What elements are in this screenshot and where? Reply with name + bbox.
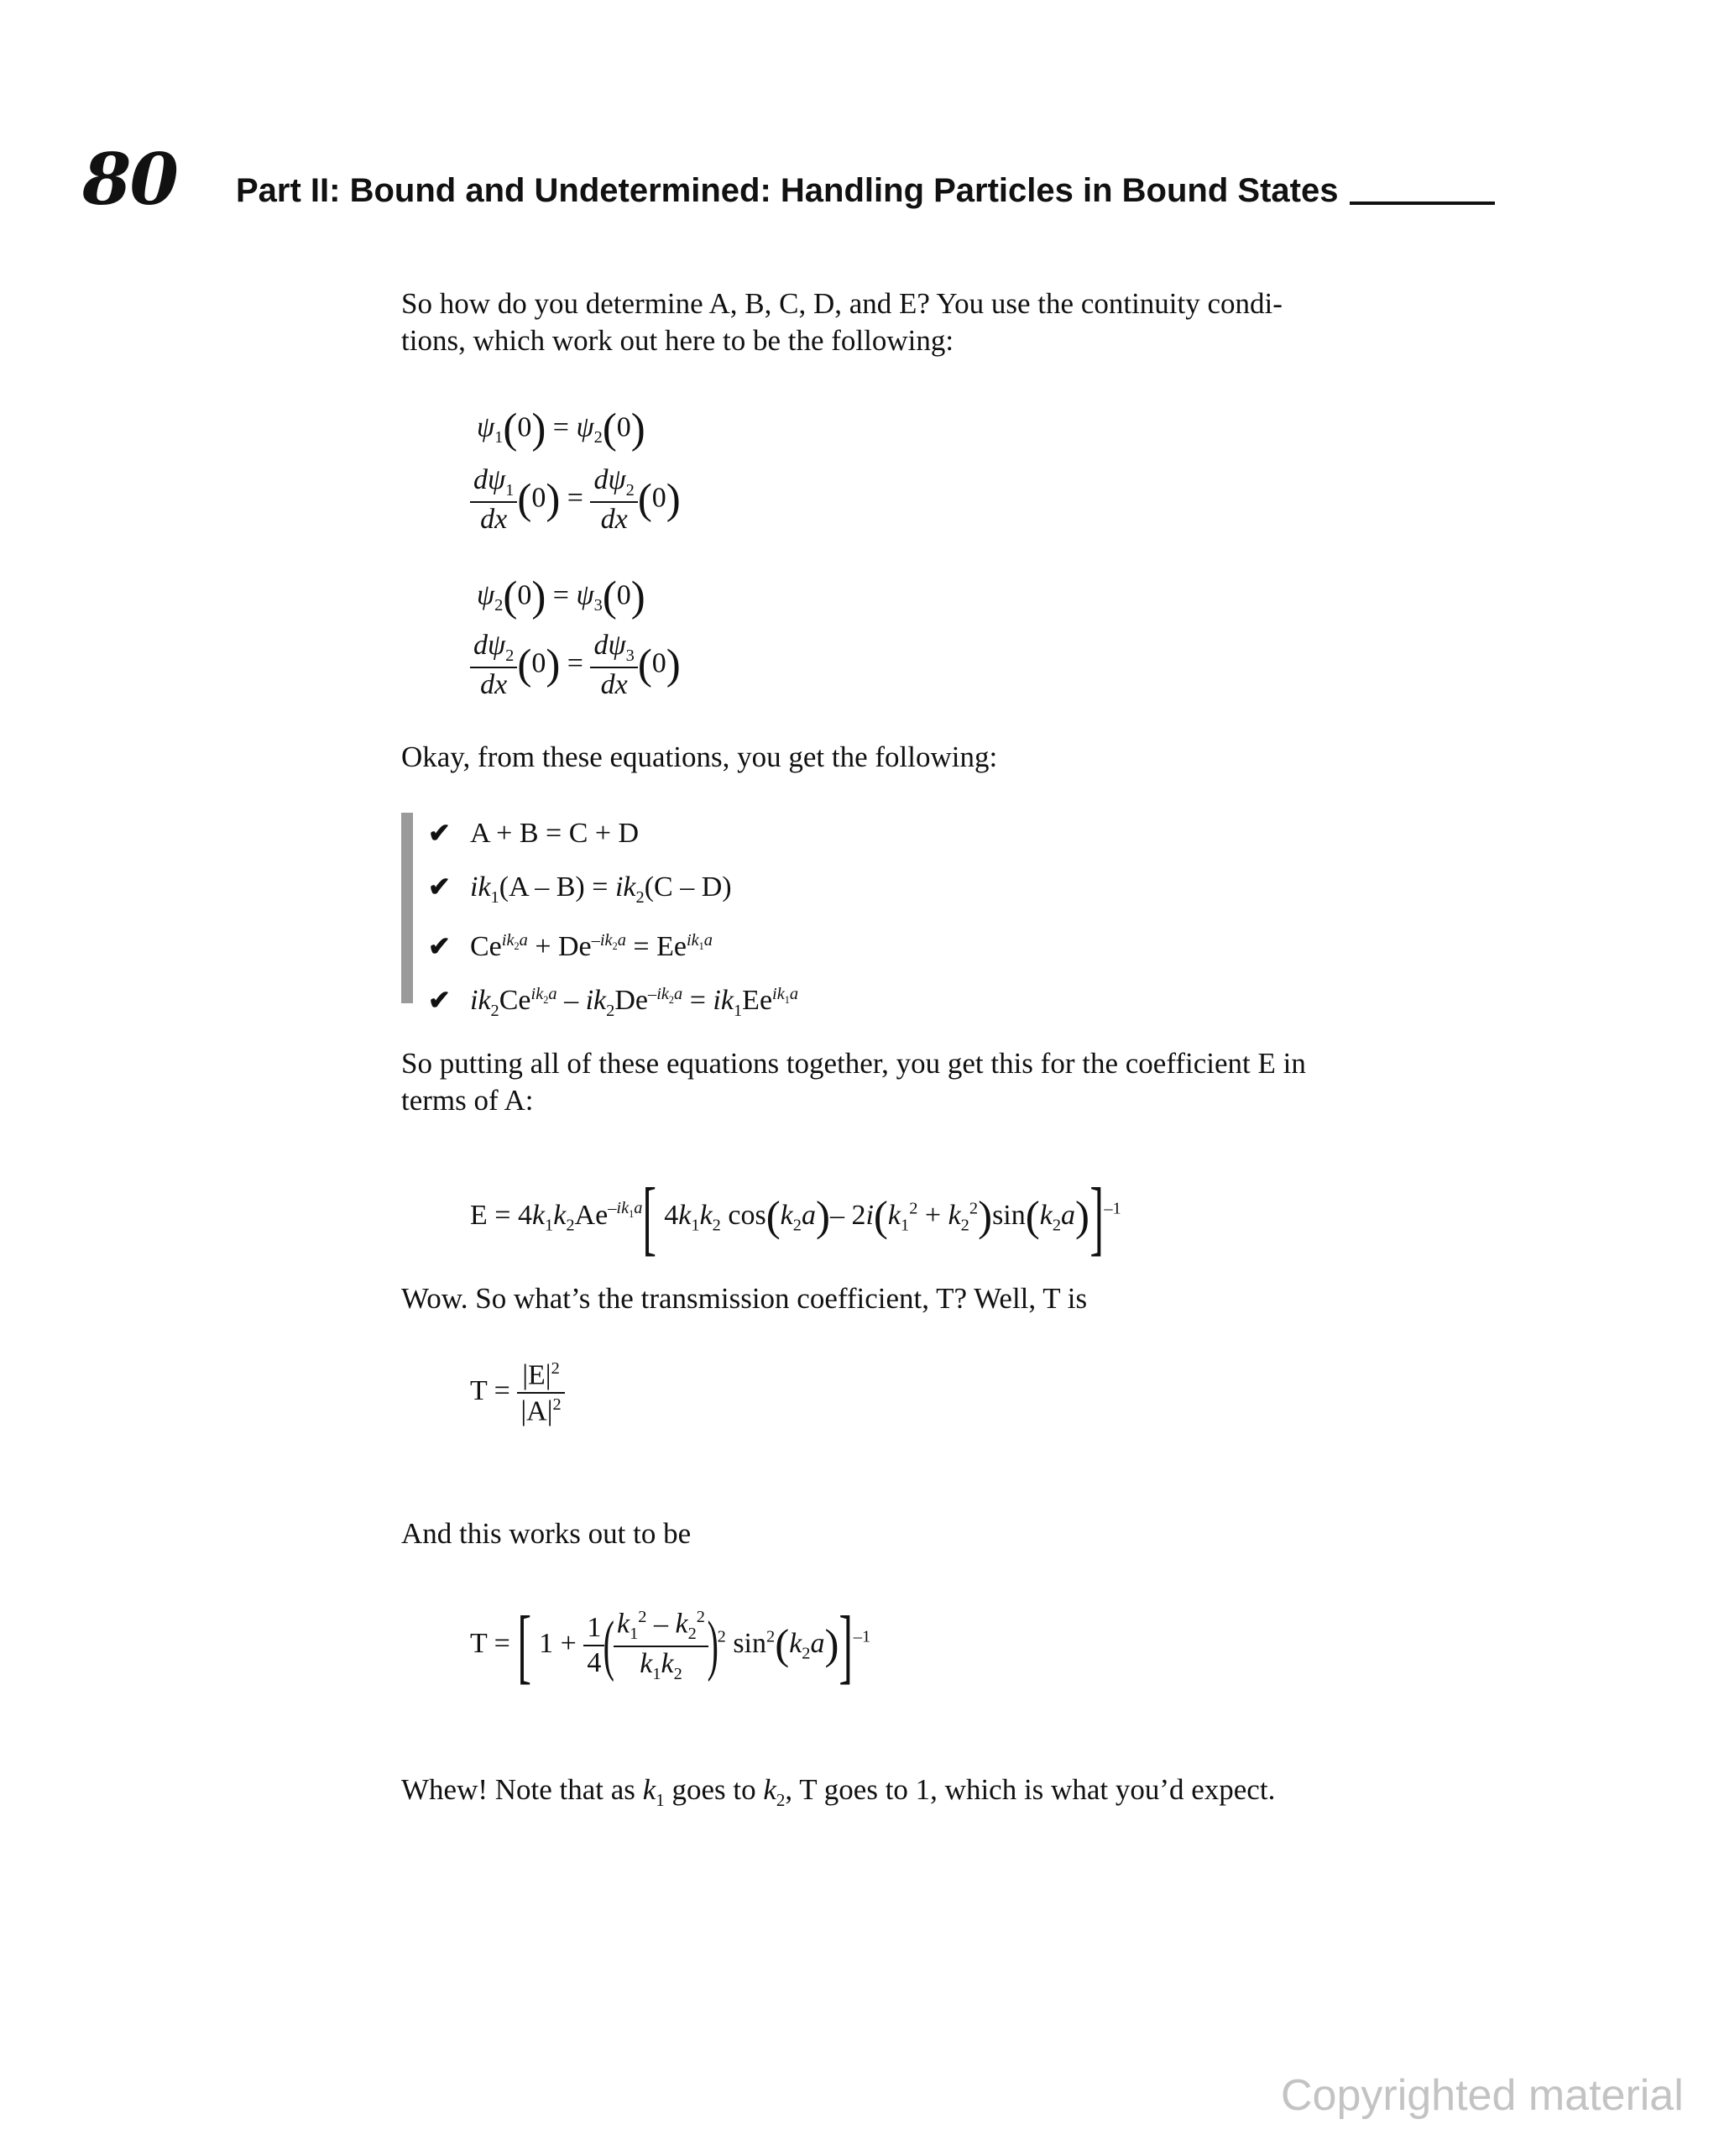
running-head-rule xyxy=(1350,201,1495,205)
paragraph-whew xyxy=(401,1771,1509,1818)
whew-k2-sub: 2 xyxy=(776,1790,786,1810)
equation-T-definition: T = $\frac{|E|^2}{|A|^2}$ xyxy=(470,1360,565,1426)
copyright-watermark: Copyrighted material xyxy=(1281,2071,1684,2120)
list-item xyxy=(428,913,798,967)
equation-continuity-2: $\frac{d\psi_1}{dx}$ (0) = $\frac{d\psi_2}{dx}$ (0) xyxy=(470,466,681,534)
running-head xyxy=(236,172,1495,210)
checkmark-icon: ✔ xyxy=(428,985,451,1016)
bullet-list xyxy=(428,806,798,1021)
checkmark-icon: ✔ xyxy=(428,931,451,962)
equation-continuity-4: $\frac{d\psi_2}{dx}$ (0) = $\frac{d\psi_3}{dx}$ (0) xyxy=(470,631,681,699)
paragraph-putting-line2: terms of A: xyxy=(401,1084,534,1117)
whew-text-start: Whew! Note that as xyxy=(401,1773,643,1806)
list-item xyxy=(428,967,798,1021)
bullet-text-1: A + B = C + D xyxy=(470,818,640,849)
bullet-list-bar xyxy=(401,813,413,1003)
equation-T-result: T = [ 1 + $\frac{1}{4}$ ( $\frac{k_1^2 - k_2^2}{k_1k_2}$ )$^2$ $\sin^2(k_2a)]^{-1}$ xyxy=(470,1599,871,1692)
whew-k2: k xyxy=(763,1773,776,1806)
paragraph-intro xyxy=(401,285,1509,359)
list-item xyxy=(428,860,798,913)
paragraph-wow: Wow. So what’s the transmission coefficient, T? Well, T is xyxy=(401,1282,1088,1315)
bullet-text-2: $ik_1(A - B) = ik_2(C - D)$ xyxy=(470,871,732,907)
list-item xyxy=(428,806,798,860)
paragraph-putting xyxy=(401,1045,1509,1119)
bullet-text-3: $Ce^{ik_2a} + De^{-ik_2a} = Ee^{ik_1a}$ xyxy=(470,931,713,963)
page-number: 80 xyxy=(82,138,177,221)
bullet-text-4: $ik_2Ce^{ik_2a} - ik_2De^{-ik_2a} = ik_1Ee^{ik_1a}$ xyxy=(470,985,799,1021)
whew-text-end: , T goes to 1, which is what you’d expect. xyxy=(785,1773,1276,1806)
whew-k1: k xyxy=(642,1773,656,1806)
equation-coefficient-E: $E = 4k_1k_2Ae^{-ik_1a}$[ $4k_1k_2$ $\cos(k_2a)-$ $2i(k_1^2 + k_2^2)\sin(k_2a)]^{-1}$ xyxy=(470,1170,1121,1264)
whew-text-mid: goes to xyxy=(664,1773,764,1806)
paragraph-intro-line2: tions, which work out here to be the following: xyxy=(401,324,954,357)
paragraph-okay: Okay, from these equations, you get the following: xyxy=(401,740,998,773)
checkmark-icon: ✔ xyxy=(428,818,451,848)
paragraph-intro-line1: So how do you determine A, B, C, D, and E? You use the continuity condi- xyxy=(401,287,1283,320)
equation-continuity-1: $\psi_1(0) = \psi_2(0)$ xyxy=(477,406,645,453)
paragraph-putting-line1: So putting all of these equations together, you get this for the coefficient E in xyxy=(401,1047,1306,1080)
running-head-title: Part II: Bound and Undetermined: Handling Particles in Bound States xyxy=(236,172,1339,209)
paragraph-works: And this works out to be xyxy=(401,1517,692,1550)
checkmark-icon: ✔ xyxy=(428,871,451,902)
equation-continuity-3: $\psi_2(0) = \psi_3(0)$ xyxy=(477,573,645,620)
whew-k1-sub: 1 xyxy=(656,1790,665,1810)
